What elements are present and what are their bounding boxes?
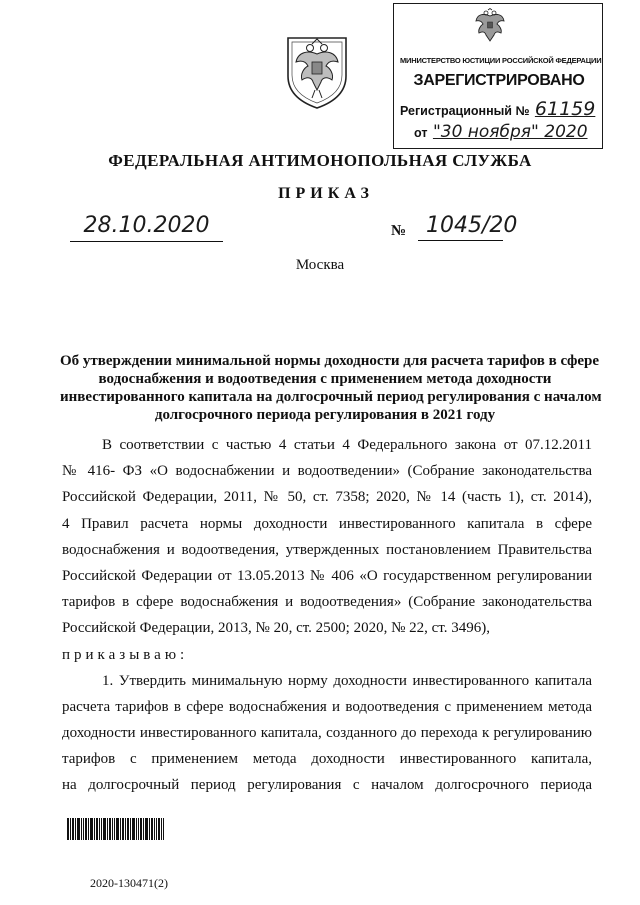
order-date: 28.10.2020	[70, 213, 223, 242]
order-number: 1045/20	[418, 213, 503, 241]
stamp-date-label: от	[414, 126, 428, 140]
stamp-reg-label: Регистрационный №	[400, 104, 530, 118]
stamp-reg-number: 61159	[534, 98, 596, 120]
body-line: на долгосрочный период регулирования с началом долгосрочного периода	[62, 777, 592, 794]
body-line: расчета тарифов в сфере водоснабжения и водоотведения с применением метода	[62, 698, 592, 715]
body-line: В соответствии с частью 4 статьи 4 Федерального закона от 07.12.2011	[102, 437, 592, 453]
agency-name: ФЕДЕРАЛЬНАЯ АНТИМОНОПОЛЬНАЯ СЛУЖБА	[108, 151, 532, 170]
body-line: Российской Федерации, 2013, № 20, ст. 2500; 2020, № 22, ст. 3496),	[62, 620, 490, 637]
order-number-label: №	[391, 223, 407, 239]
body-line: тарифов в сфере водоснабжения и водоотведения» (Собрание законодательства	[62, 594, 592, 611]
title-line: долгосрочного периода регулирования в 2021 году	[154, 407, 496, 423]
body-line: тарифов с применением метода доходности инвестированного капитала,	[62, 751, 592, 768]
order-title	[60, 352, 602, 424]
body-line: доходности инвестированного капитала, созданного до перехода к регулированию	[62, 725, 592, 742]
title-line: инвестированного капитала на долгосрочный период регулирования с началом	[60, 389, 602, 405]
title-line: водоснабжения и водоотведения с применением метода доходности	[98, 371, 552, 387]
coat-of-arms-emblem	[282, 28, 352, 110]
body-line: водоснабжения и водоотведения, утвержденных постановлением Правительства	[62, 541, 592, 558]
document-type: ПРИКАЗ	[278, 185, 374, 202]
order-body	[62, 432, 592, 799]
body-line: 4 Правил расчета нормы доходности инвестированного капитала в сфере	[62, 515, 592, 532]
body-line: Российской Федерации от 13.05.2013 № 406 «О государственном регулировании	[62, 567, 592, 584]
stamp-reg-line	[400, 98, 595, 120]
title-line: Об утверждении минимальной нормы доходности для расчета тарифов в сфере	[60, 353, 599, 369]
stamp-ministry: МИНИСТЕРСТВО ЮСТИЦИИ РОССИЙСКОЙ ФЕДЕРАЦИИ	[400, 56, 602, 65]
document-id: 2020-130471(2)	[90, 876, 168, 890]
stamp-date-line	[414, 122, 588, 142]
stamp-emblem-icon	[472, 8, 508, 46]
body-line: 1. Утвердить минимальную норму доходности инвестированного капитала	[102, 672, 592, 689]
stamp-registered: ЗАРЕГИСТРИРОВАНО	[413, 72, 585, 89]
order-verb: приказываю:	[62, 646, 189, 663]
registration-stamp	[393, 3, 603, 149]
body-line: Российской Федерации, 2011, № 50, ст. 7358; 2020, № 14 (часть 1), ст. 2014),	[62, 489, 592, 506]
body-line: № 416- ФЗ «О водоснабжении и водоотведении» (Собрание законодательства	[62, 463, 592, 480]
city: Москва	[295, 257, 345, 273]
barcode	[67, 818, 164, 840]
stamp-date-value: "30 ноября" 2020	[432, 122, 588, 142]
